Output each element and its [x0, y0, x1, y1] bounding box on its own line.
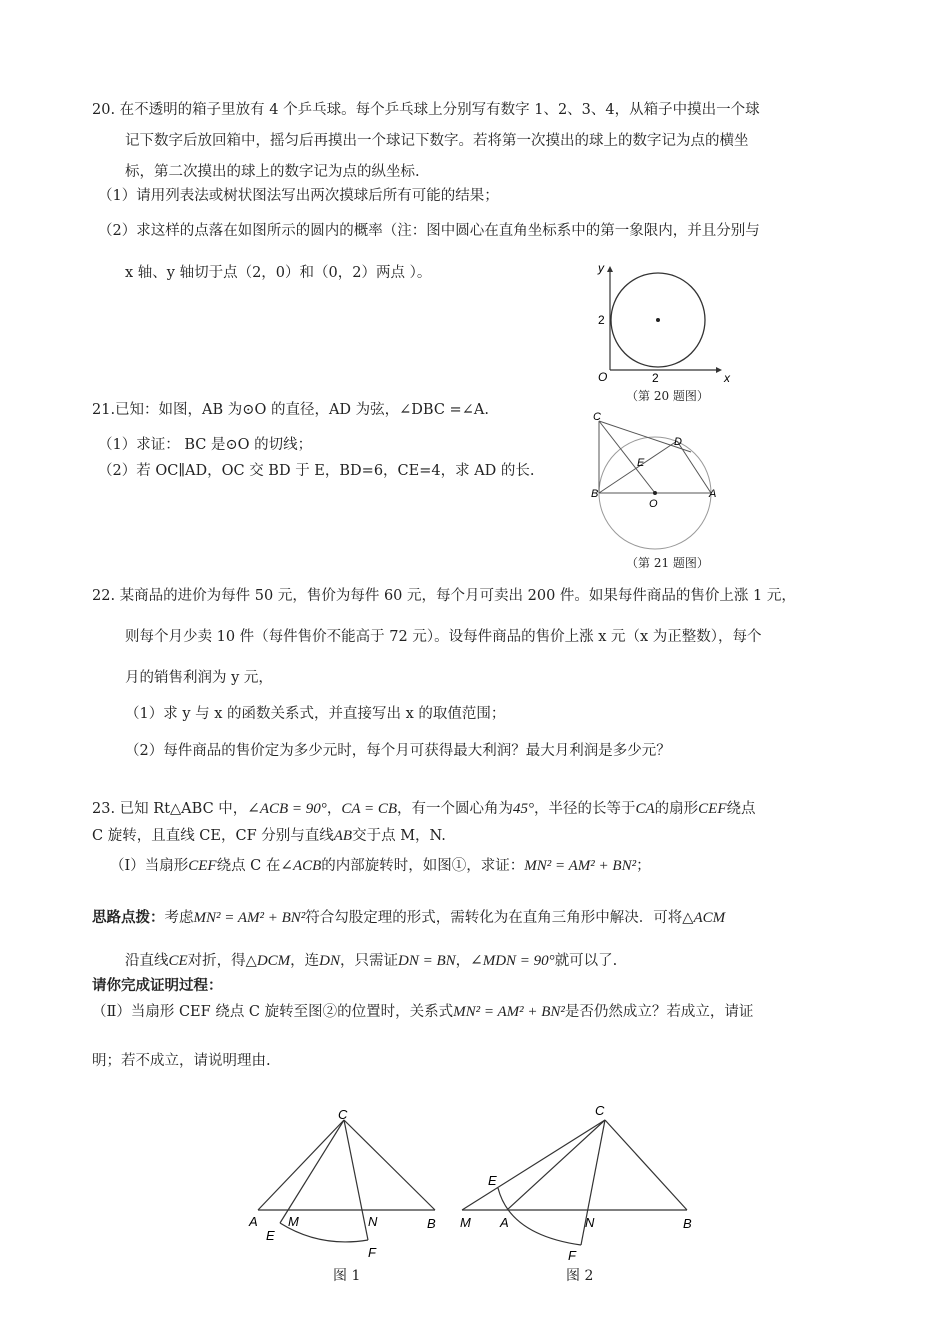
axis-y-label: y — [598, 261, 604, 275]
q20-line-1: 20. 在不透明的箱子里放有 4 个乒乓球。每个乒乓球上分别写有数字 1、2、3、4，从箱子中摸出一个球 — [92, 102, 760, 118]
label-e: E — [637, 457, 645, 469]
fig2-label-f: F — [568, 1248, 576, 1263]
arc-ef — [498, 1188, 581, 1245]
fig2-label-b: B — [683, 1216, 692, 1231]
q22-line-2: 则每个月少卖 10 件（每件售价不能高于 72 元）。设每件商品的售价上涨 x 元（x 为正整数），每个 — [125, 629, 762, 645]
q23-math: DN — [319, 953, 341, 969]
q23-text: ； — [636, 858, 651, 874]
q23-hint-line-1 — [92, 909, 725, 927]
q23-text: 的扇形 — [654, 801, 699, 817]
q23-math: ∠ACB = 90° — [247, 801, 327, 817]
segment-da — [677, 441, 711, 493]
q23-math: MN² = AM² + BN² — [453, 1004, 565, 1020]
q23-text: ，连 — [290, 953, 320, 969]
q23-part-2-continued: 明；若不成立，请说明理由. — [92, 1053, 271, 1069]
fig1-label-a: A — [249, 1214, 258, 1229]
q23-text: 符合勾股定理的形式，需转化为在直角三角形中解决．可将△ — [305, 910, 694, 926]
label-a: A — [709, 488, 717, 500]
q23-text: （Ⅰ）当扇形 — [110, 858, 189, 874]
q23-figure-1-caption: 图 1 — [333, 1268, 361, 1284]
q23-text: 对折，得△ — [187, 953, 257, 969]
q22-line-3: 月的销售利润为 y 元， — [125, 670, 273, 686]
q21-part-1: （1）求证： BC 是⊙O 的切线； — [98, 437, 313, 453]
q21-part-2: （2）若 OC∥AD，OC 交 BD 于 E，BD=6，CE=4，求 AD 的长. — [98, 463, 535, 479]
q23-math: 45° — [513, 801, 534, 817]
q20-figure — [588, 258, 738, 408]
label-c: C — [593, 411, 601, 423]
q23-math: ∠ACB — [280, 858, 322, 874]
q23-text: 就可以了. — [554, 953, 618, 969]
q22-part-2: （2）每件商品的售价定为多少元时，每个月可获得最大利润？最大月利润是多少元？ — [125, 743, 671, 759]
q23-text: ，只需证 — [340, 953, 399, 969]
q23-figure-1 — [240, 1100, 450, 1270]
tick-y-label: 2 — [598, 313, 605, 327]
y-axis-arrow-icon — [607, 266, 613, 272]
q23-text: 绕点 C 在 — [216, 858, 281, 874]
label-o: O — [649, 498, 658, 510]
segment-ca — [258, 1120, 344, 1210]
q23-part-2 — [92, 1003, 753, 1021]
q20-line-3: 标，第二次摸出的球上的数字记为点的纵坐标. — [125, 164, 420, 180]
segment-ce — [280, 1120, 344, 1223]
fig2-label-e: E — [488, 1173, 497, 1188]
q23-math: CE — [168, 953, 188, 969]
q23-text: C 旋转，且直线 CE，CF 分别与直线 — [92, 828, 334, 844]
q23-prompt: 请你完成证明过程： — [92, 978, 223, 994]
q23-text: 绕点 — [726, 801, 756, 817]
segment-cm — [462, 1120, 605, 1210]
q23-text: 沿直线 — [125, 953, 169, 969]
fig1-label-m: M — [288, 1214, 299, 1229]
tick-x-label: 2 — [652, 371, 659, 385]
q23-math: ∠MDN = 90° — [470, 953, 555, 969]
q22-part-1: （1）求 y 与 x 的函数关系式，并直接写出 x 的取值范围； — [125, 706, 506, 722]
q23-math: MN² = AM² + BN² — [524, 858, 637, 874]
q23-math: CEF — [698, 801, 727, 817]
q21-line-1: 21.已知：如图，AB 为⊙O 的直径，AD 为弦，∠DBC =∠A. — [92, 402, 489, 418]
q23-math: DN = BN — [398, 953, 456, 969]
q20-part-2-continued: x 轴、y 轴切于点（2，0）和（0，2）两点 ）。 — [125, 265, 432, 281]
segment-co — [599, 421, 655, 493]
fig2-label-n: N — [585, 1215, 595, 1230]
center-o — [653, 491, 657, 495]
fig1-label-c: C — [338, 1107, 348, 1122]
q23-line-1 — [92, 800, 756, 818]
q23-part-1 — [110, 857, 651, 875]
x-axis-arrow-icon — [716, 367, 722, 373]
q23-line-2 — [92, 827, 446, 845]
q22-line-1: 22. 某商品的进价为每件 50 元，售价为每件 60 元，每个月可卖出 200 件。如果每件商品的售价上涨 1 元， — [92, 588, 796, 604]
q20-part-1: （1）请用列表法或树状图法写出两次摸球后所有可能的结果； — [98, 188, 499, 204]
fig1-label-e: E — [266, 1228, 275, 1243]
label-b: B — [591, 488, 599, 500]
q23-math: DCM — [256, 953, 291, 969]
q23-text: ， — [326, 801, 342, 817]
segment-cf — [344, 1120, 368, 1240]
q20-figure-caption: （第 20 题图） — [626, 389, 709, 403]
q23-math: CEF — [188, 858, 217, 874]
q23-text: ，半径的长等于 — [534, 801, 636, 817]
origin-label: O — [598, 370, 608, 384]
q23-hint-line-2 — [125, 952, 617, 970]
q23-text: （Ⅱ）当扇形 CEF 绕点 C 旋转至图②的位置时，关系式 — [92, 1004, 454, 1020]
q23-text: 23. 已知 Rt△ABC 中， — [92, 801, 248, 817]
q20-line-2: 记下数字后放回箱中，摇匀后再摸出一个球记下数字。若将第一次摸出的球上的数字记为点的横坐 — [125, 133, 749, 149]
circle-center — [656, 318, 660, 322]
fig2-label-a: A — [500, 1215, 509, 1230]
q23-text: 交于点 M，N. — [352, 828, 446, 844]
segment-cb — [344, 1120, 435, 1210]
fig2-label-m: M — [460, 1215, 471, 1230]
fig1-label-f: F — [368, 1245, 376, 1260]
fig1-label-n: N — [368, 1214, 378, 1229]
q23-math: CA = CB — [341, 801, 397, 817]
q23-text: 是否仍然成立？若成立，请证 — [564, 1004, 754, 1020]
q21-figure — [580, 405, 730, 555]
q20-part-2: （2）求这样的点落在如图所示的圆内的概率（注：图中圆心在直角坐标系中的第一象限内，并且分别与 — [98, 223, 760, 239]
q23-figure-2 — [452, 1095, 707, 1270]
q23-math: ACM — [693, 910, 726, 926]
q23-math: AB — [333, 828, 353, 844]
q23-math: CA — [635, 801, 655, 817]
q23-text: ，有一个圆心角为 — [397, 801, 513, 817]
label-d: D — [674, 436, 682, 448]
axis-x-label: x — [724, 371, 730, 385]
fig1-label-b: B — [427, 1216, 436, 1231]
q23-math: MN² = AM² + BN² — [193, 910, 306, 926]
fig2-label-c: C — [595, 1103, 605, 1118]
q21-figure-caption: （第 21 题图） — [626, 556, 709, 570]
q23-text: 的内部旋转时，如图①，求证： — [321, 858, 525, 874]
q23-figure-2-caption: 图 2 — [566, 1268, 594, 1284]
q23-text: ， — [455, 953, 471, 969]
segment-cb — [605, 1120, 687, 1210]
hint-label: 思路点拨： — [92, 910, 165, 926]
q23-text: 考虑 — [164, 910, 194, 926]
